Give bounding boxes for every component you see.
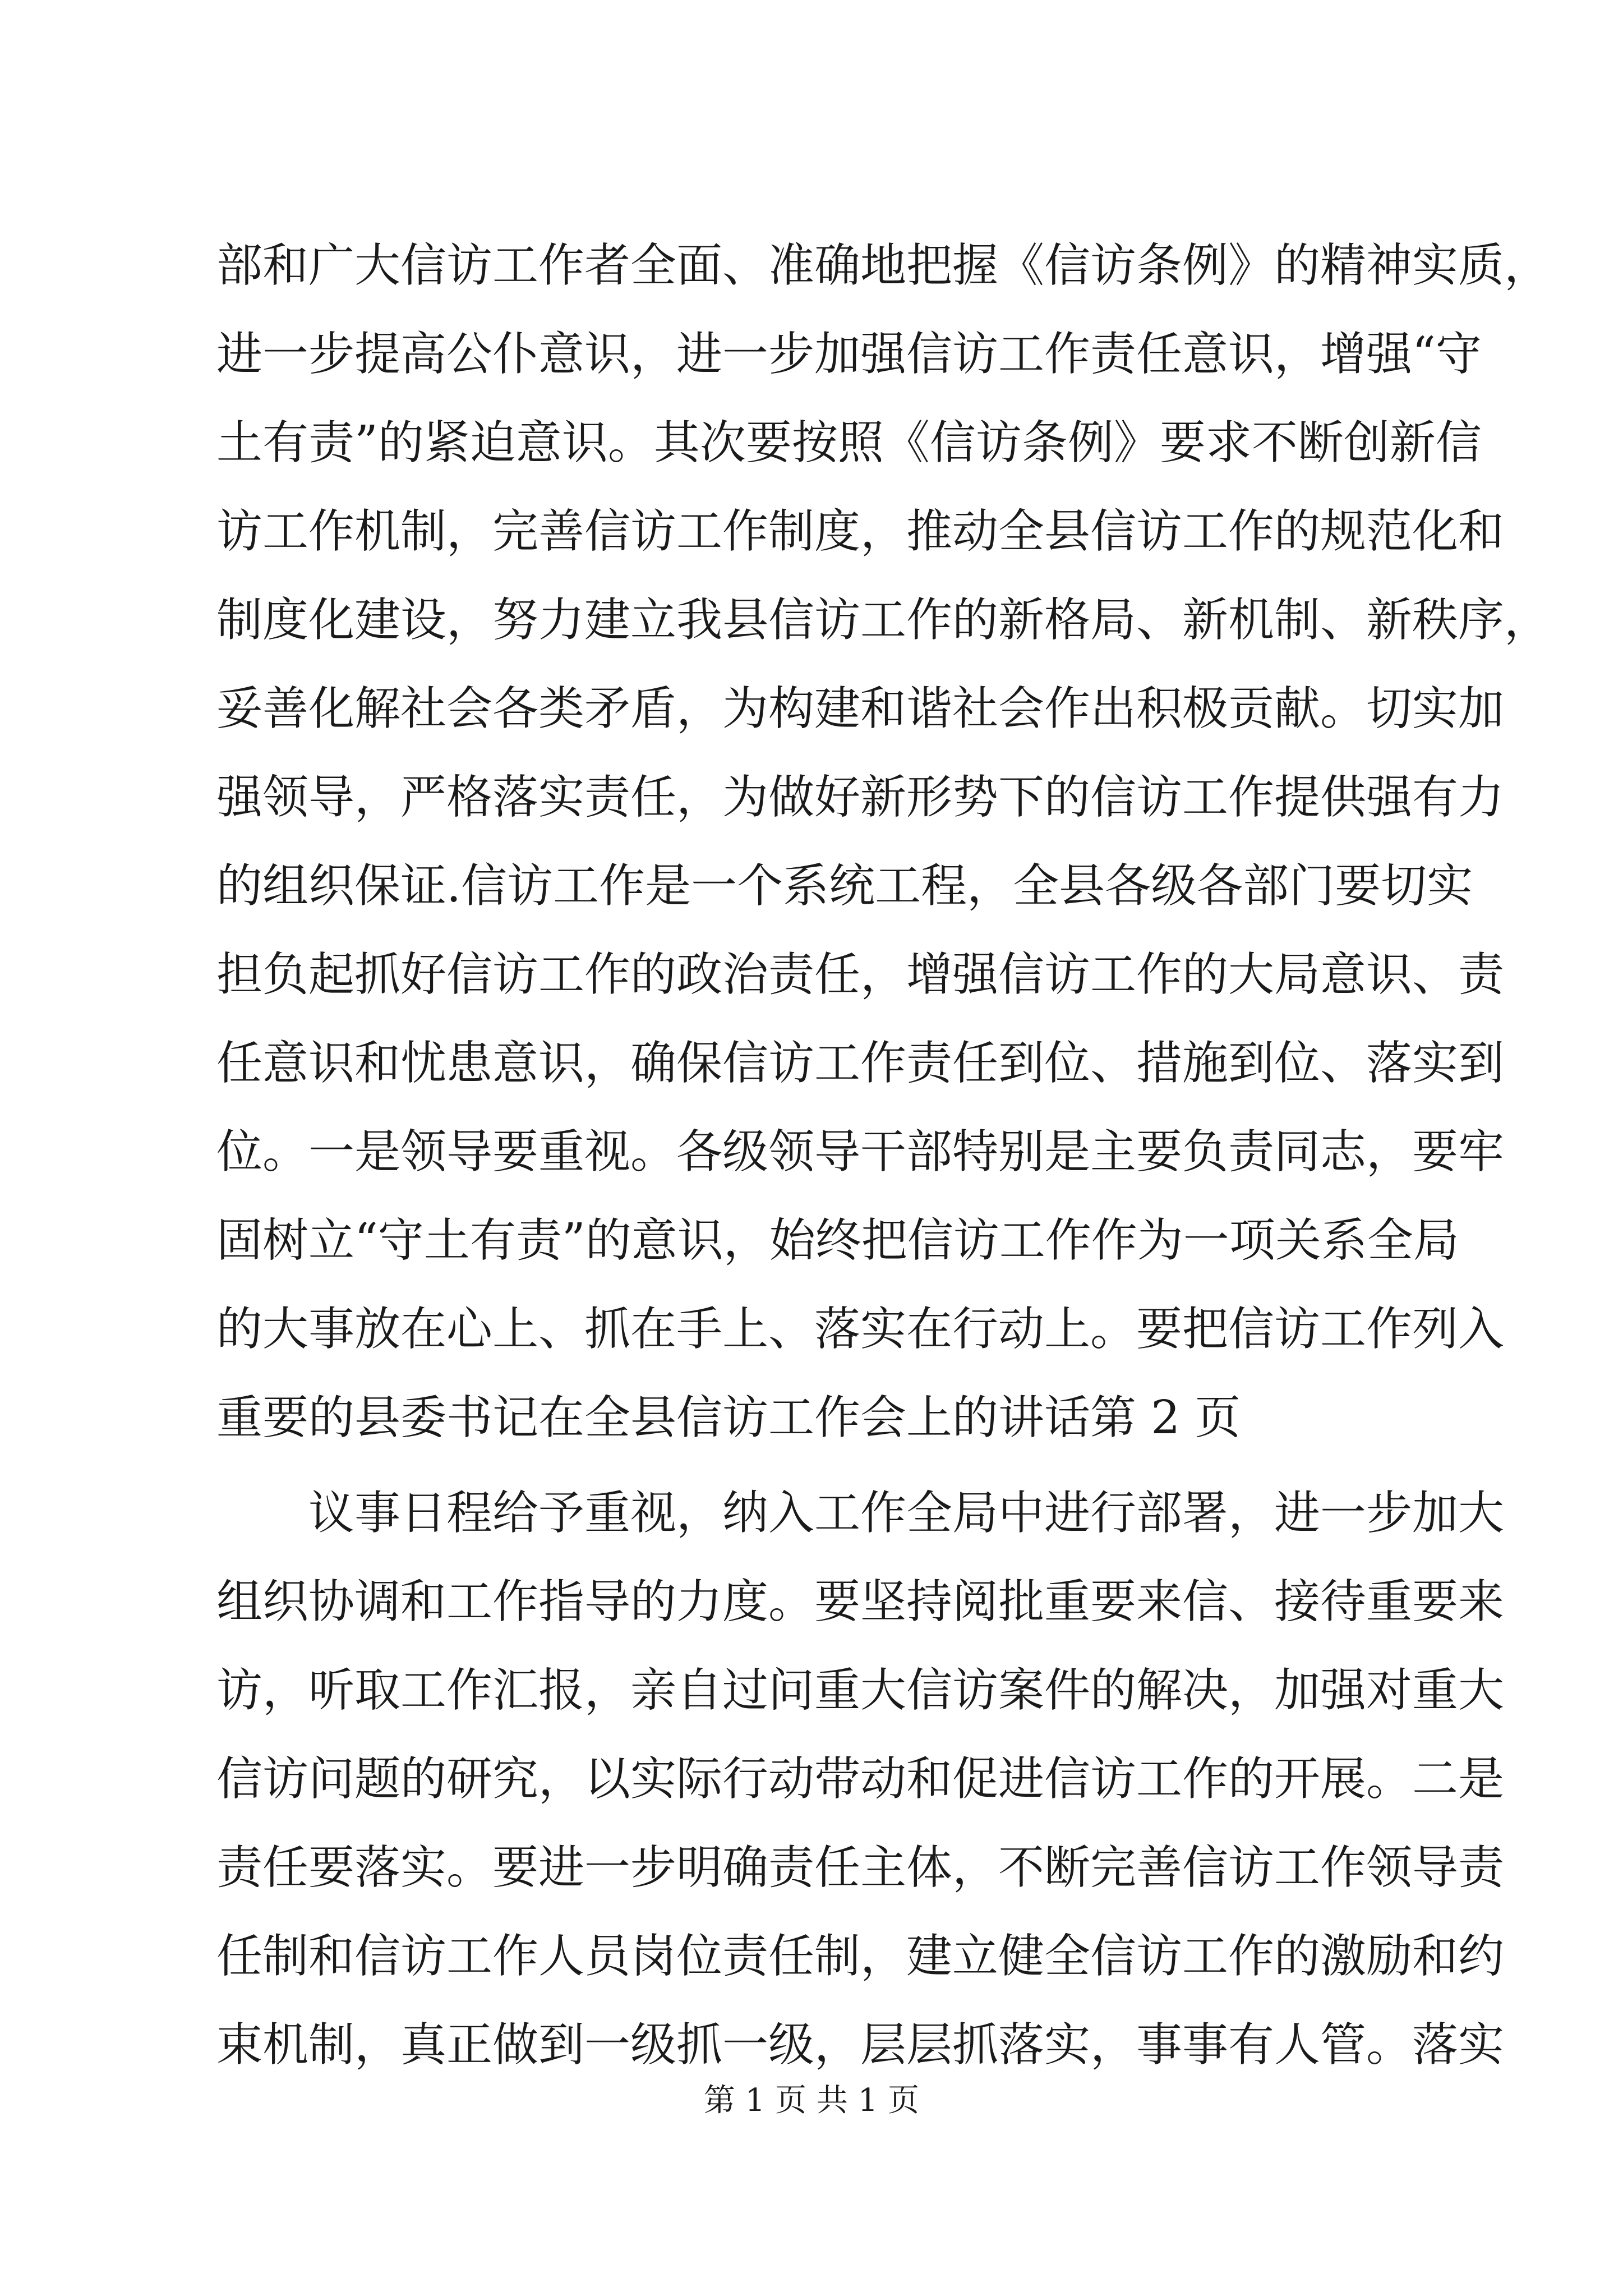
document-body: [216, 222, 1551, 2090]
text-line: 组织协调和工作指导的力度。要坚持阅批重要来信、接待重要来: [216, 1575, 1505, 1628]
text-line: 固树立“守土有责”的意识，始终把信访工作作为一项关系全局: [216, 1214, 1459, 1267]
text-line: 制度化建设，努力建立我县信访工作的新格局、新机制、新秩序，: [216, 593, 1551, 647]
page-footer: 第 1 页 共 1 页: [703, 2082, 920, 2119]
text-line: 任制和信访工作人员岗位责任制，建立健全信访工作的激励和约: [216, 1930, 1505, 1983]
text-line: 责任要落实。要进一步明确责任主体，不断完善信访工作领导责: [216, 1841, 1505, 1894]
text-line: 进一步提高公仆意识，进一步加强信访工作责任意识，增强“守: [216, 328, 1482, 381]
text-line: 束机制，真正做到一级抓一级，层层抓落实，事事有人管。落实: [216, 2018, 1505, 2072]
text-line: 强领导，严格落实责任，为做好新形势下的信访工作提供强有力: [216, 771, 1505, 824]
text-line: 重要的县委书记在全县信访工作会上的讲话第 2 页: [216, 1391, 1241, 1444]
text-line: 议事日程给予重视，纳入工作全局中进行部署，进一步加大: [308, 1487, 1505, 1540]
text-line: 位。一是领导要重视。各级领导干部特别是主要负责同志，要牢: [216, 1125, 1505, 1179]
text-line: 信访问题的研究，以实际行动带动和促进信访工作的开展。二是: [216, 1752, 1505, 1806]
text-line: 的组织保证.信访工作是一个系统工程，全县各级各部门要切实: [216, 859, 1473, 913]
text-line: 部和广大信访工作者全面、准确地把握《信访条例》的精神实质，: [216, 239, 1551, 292]
text-line: 的大事放在心上、抓在手上、落实在行动上。要把信访工作列入: [216, 1303, 1505, 1356]
text-line: 土有责”的紧迫意识。其次要按照《信访条例》要求不断创新信: [216, 416, 1482, 470]
text-line: 访，听取工作汇报，亲自过问重大信访案件的解决，加强对重大: [216, 1664, 1505, 1717]
text-line: 担负起抓好信访工作的政治责任，增强信访工作的大局意识、责: [216, 948, 1505, 1001]
text-line: 任意识和忧患意识，确保信访工作责任到位、措施到位、落实到: [216, 1037, 1505, 1090]
text-line: 妥善化解社会各类矛盾，为构建和谐社会作出积极贡献。切实加: [216, 682, 1505, 735]
text-line: 访工作机制，完善信访工作制度，推动全县信访工作的规范化和: [216, 505, 1505, 558]
